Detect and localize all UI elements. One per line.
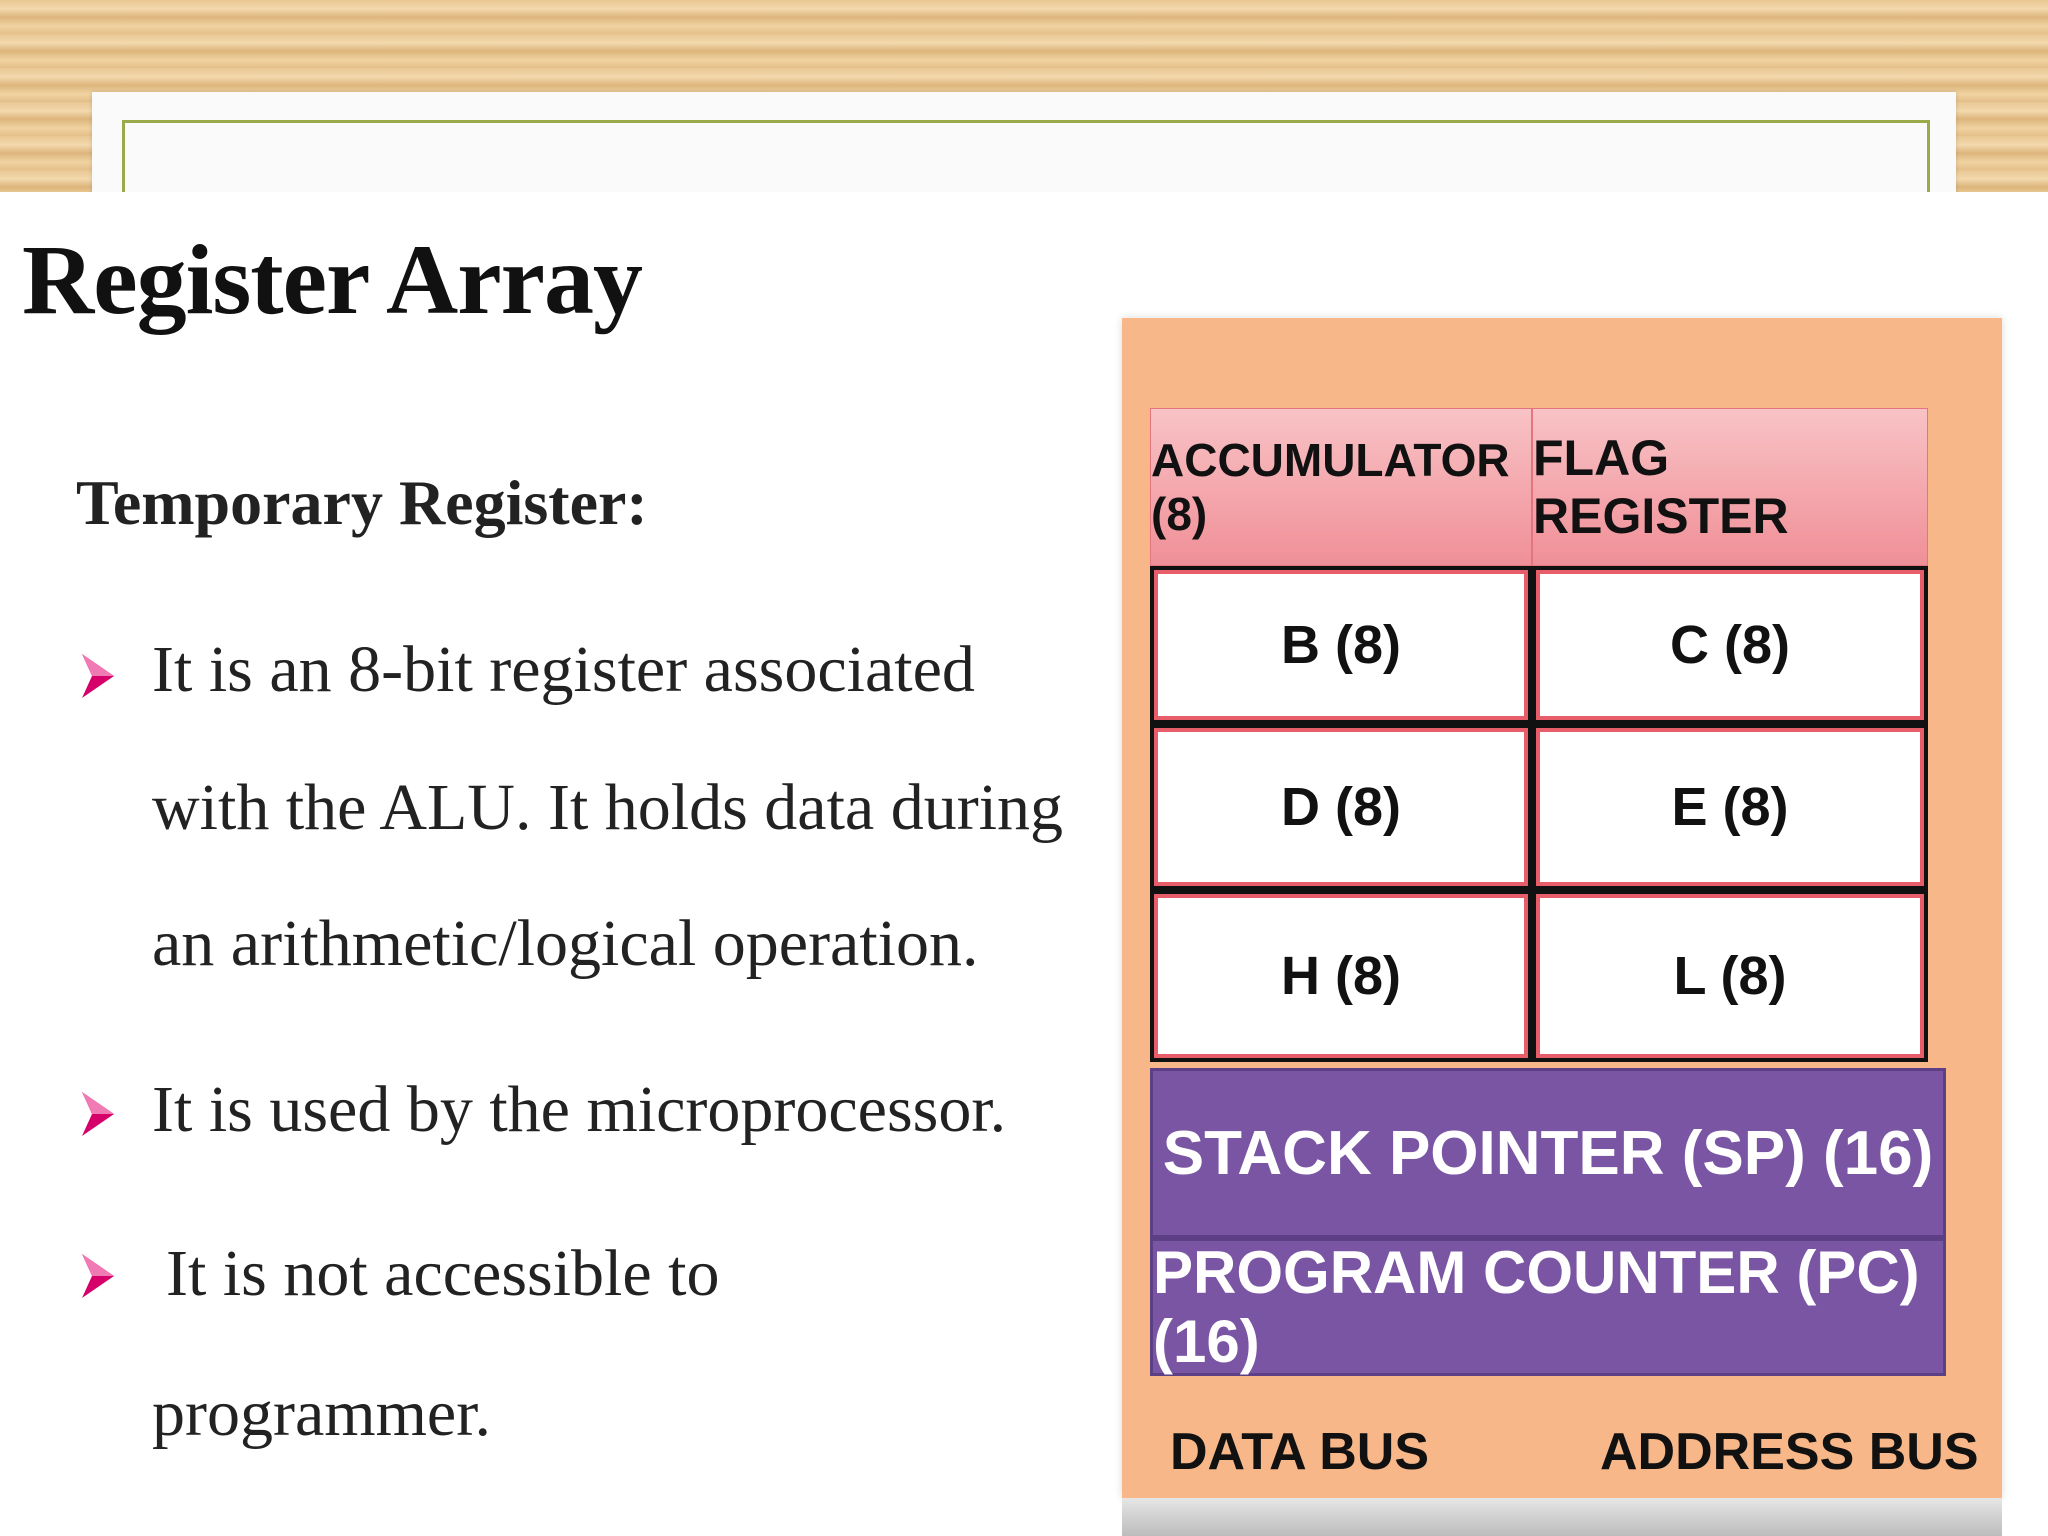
address-bus-label: ADDRESS BUS [1600, 1423, 1979, 1481]
register-b: B (8) [1150, 566, 1532, 724]
subheading: Temporary Register: [76, 467, 648, 538]
bullet-1-line-2: with the ALU. It holds data during [152, 771, 1064, 844]
bus-bar [1122, 1498, 2002, 1536]
arrow-bullet-icon [78, 1084, 118, 1144]
bullet-2-line-1: It is used by the microprocessor. [152, 1073, 1007, 1146]
arrow-bullet-icon [78, 1246, 118, 1306]
register-l: L (8) [1532, 890, 1928, 1062]
bullet-3-line-1: It is not accessible to [166, 1237, 720, 1310]
bullet-1-line-3: an arithmetic/logical operation. [152, 907, 979, 980]
slide-title: Register Array [22, 224, 643, 335]
program-counter-register: PROGRAM COUNTER (PC) (16) [1150, 1238, 1946, 1376]
bullet-1-line-1: It is an 8-bit register associated [152, 633, 975, 706]
bullet-3-line-2: programmer. [152, 1377, 492, 1450]
accumulator-register: ACCUMULATOR (8) [1150, 408, 1532, 566]
register-d: D (8) [1150, 724, 1532, 890]
slide-frame-border [122, 120, 1930, 203]
data-bus-label: DATA BUS [1170, 1423, 1430, 1481]
flag-register: FLAG REGISTER [1532, 408, 1928, 566]
register-c: C (8) [1532, 566, 1928, 724]
register-h: H (8) [1150, 890, 1532, 1062]
register-e: E (8) [1532, 724, 1928, 890]
arrow-bullet-icon [78, 646, 118, 706]
stack-pointer-register: STACK POINTER (SP) (16) [1150, 1068, 1946, 1238]
